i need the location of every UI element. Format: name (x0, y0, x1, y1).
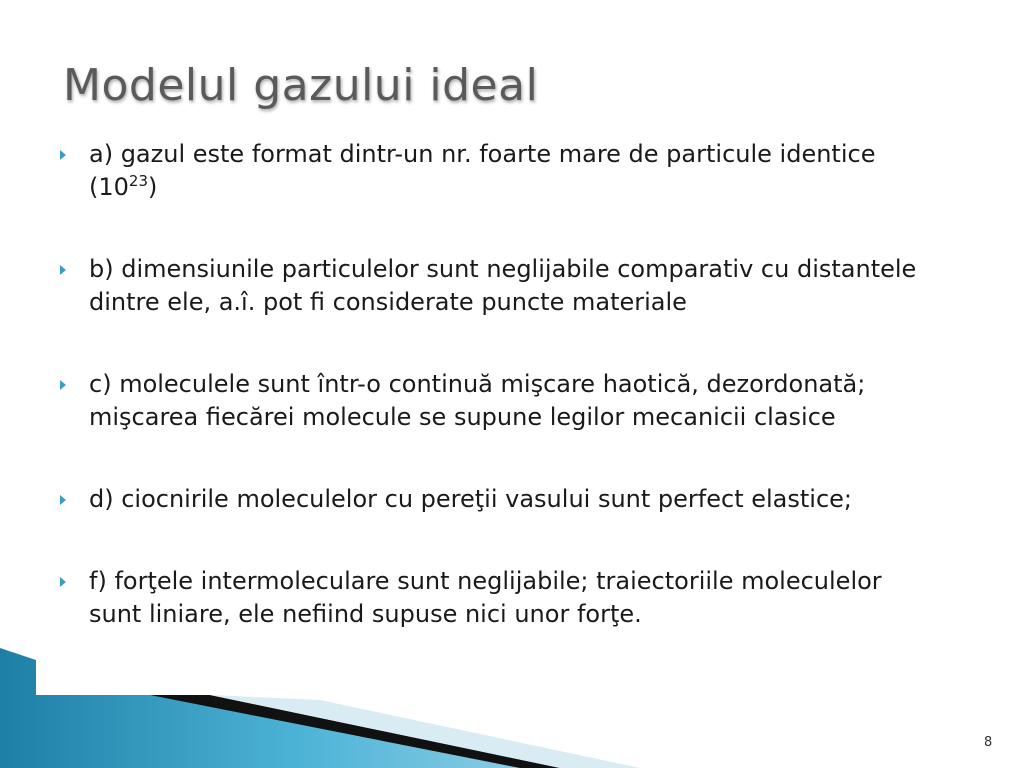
triangle-right-icon (60, 265, 66, 275)
bullet-item (58, 565, 938, 631)
page-number: 8 (984, 735, 993, 750)
bullet-text: c) moleculele sunt într-o continuă mişcare haotică, dezordonată; mişcarea fiecărei molecule se supune legilor mecanicii clasice (89, 370, 866, 431)
bullet-text: b) dimensiunile particulelor sunt neglijabile comparativ cu distantele dintre ele, a.î. pot fi considerate puncte materiale (89, 255, 917, 316)
triangle-right-icon (60, 577, 66, 587)
slide-title: Modelul gazului ideal (63, 60, 539, 111)
superscript: 23 (128, 172, 148, 190)
bullet-item (58, 138, 938, 204)
bullet-text: d) ciocnirile moleculelor cu pereţii vasului sunt perfect elastice; (89, 485, 852, 513)
bullet-list (58, 138, 938, 680)
bullet-text: f) forţele intermoleculare sunt neglijabile; traiectoriile moleculelor sunt liniare, ele nefiind supuse nici unor forţe. (89, 567, 882, 628)
triangle-right-icon (60, 380, 66, 390)
triangle-right-icon (60, 495, 66, 505)
bullet-item (58, 368, 938, 434)
bullet-item (58, 483, 938, 516)
triangle-right-icon (60, 150, 66, 160)
bullet-text: a) gazul este format dintr-un nr. foarte mare de particule identice (10 (89, 140, 876, 201)
bullet-item (58, 253, 938, 319)
bullet-text-tail: ) (148, 173, 158, 201)
